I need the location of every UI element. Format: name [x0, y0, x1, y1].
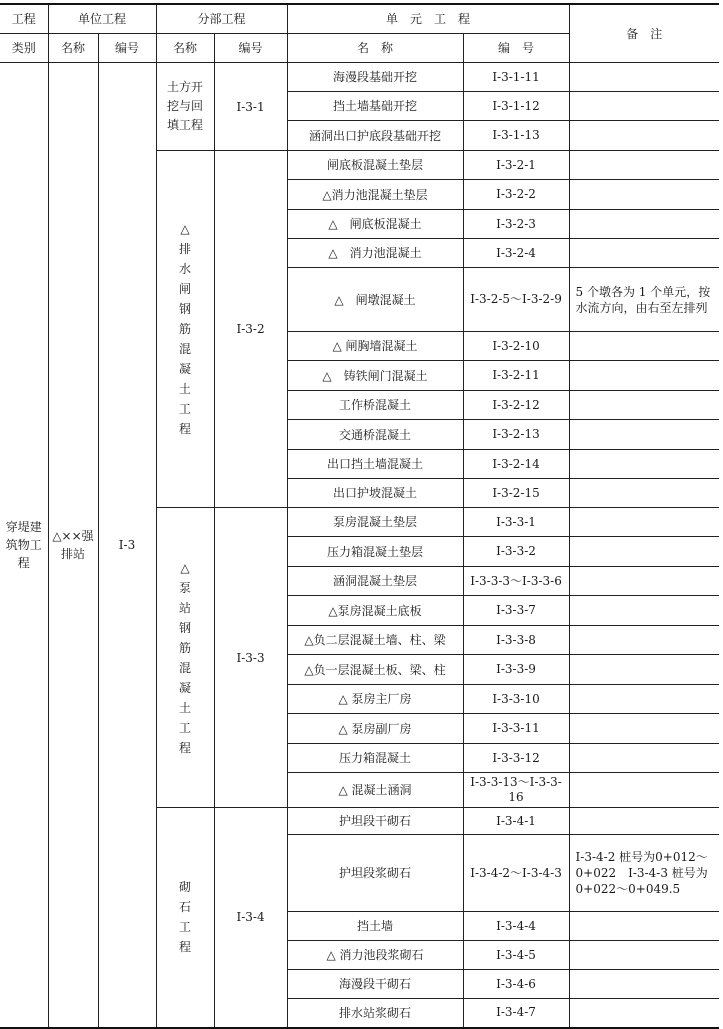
- element-remark: [569, 450, 719, 479]
- element-remark: [569, 121, 719, 151]
- element-name: 泵房混凝土垫层: [287, 508, 463, 537]
- element-remark: [569, 744, 719, 773]
- element-name: △ 泵房主厂房: [287, 685, 463, 714]
- element-name: △负一层混凝土板、梁、柱: [287, 655, 463, 685]
- element-code: I-3-3-1: [463, 508, 569, 537]
- element-remark: [569, 655, 719, 685]
- element-name: 挡土墙: [287, 912, 463, 941]
- element-name: 出口护坡混凝土: [287, 479, 463, 508]
- element-remark: [569, 210, 719, 239]
- element-name: 压力箱混凝土: [287, 744, 463, 773]
- element-code: I-3-3-11: [463, 714, 569, 744]
- header-unit-project: 单位工程: [48, 4, 156, 34]
- header-division-name: 名称: [156, 34, 214, 63]
- element-name: 海漫段基础开挖: [287, 63, 463, 92]
- division-code: I-3-3: [214, 508, 287, 808]
- element-name: △ 铸铁闸门混凝土: [287, 361, 463, 391]
- element-name: 海漫段干砌石: [287, 970, 463, 999]
- element-name: 压力箱混凝土垫层: [287, 537, 463, 567]
- project-division-table: [0, 3, 719, 1029]
- unit-project-code: Ⅰ-3: [98, 63, 156, 1028]
- element-code: I-3-3-10: [463, 685, 569, 714]
- element-code: I-3-4-5: [463, 941, 569, 970]
- element-remark: 5 个墩各为 1 个单元，按水流方向，由右至左排列: [569, 268, 719, 332]
- element-code: I-3-1-13: [463, 121, 569, 151]
- element-code: I-3-4-6: [463, 970, 569, 999]
- element-code: I-3-3-12: [463, 744, 569, 773]
- element-code: I-3-4-7: [463, 999, 569, 1028]
- element-remark: [569, 773, 719, 808]
- element-code: I-3-2-4: [463, 239, 569, 268]
- element-code: I-3-3-7: [463, 596, 569, 626]
- element-remark: [569, 685, 719, 714]
- element-name: 护坦段浆砌石: [287, 835, 463, 912]
- element-remark: [569, 151, 719, 180]
- element-remark: [569, 970, 719, 999]
- element-code: I-3-4-4: [463, 912, 569, 941]
- division-name: △排水闸钢筋混凝土工程: [156, 151, 214, 508]
- header-division-code: 编号: [214, 34, 287, 63]
- element-remark: [569, 941, 719, 970]
- element-remark: [569, 626, 719, 655]
- table-row: [0, 63, 719, 92]
- division-name: △泵站钢筋混凝土工程: [156, 508, 214, 808]
- header-element-code: 编 号: [463, 34, 569, 63]
- element-remark: [569, 596, 719, 626]
- element-code: I-3-1-12: [463, 92, 569, 121]
- element-code: I-3-2-10: [463, 332, 569, 361]
- header-category: 类别: [0, 34, 48, 63]
- header-unit-name: 名称: [48, 34, 98, 63]
- element-remark: [569, 361, 719, 391]
- header-project: 工程: [0, 4, 48, 34]
- element-name: 护坦段干砌石: [287, 808, 463, 835]
- element-remark: [569, 92, 719, 121]
- element-name: △ 闸胸墙混凝土: [287, 332, 463, 361]
- element-code: I-3-2-12: [463, 391, 569, 420]
- element-name: △泵房混凝土底板: [287, 596, 463, 626]
- element-code: I-3-2-15: [463, 479, 569, 508]
- element-name: △ 泵房副厂房: [287, 714, 463, 744]
- element-name: △消力池混凝土垫层: [287, 180, 463, 210]
- table-body: [0, 63, 719, 1028]
- header-division-project: 分部工程: [156, 4, 287, 34]
- element-code: I-3-1-11: [463, 63, 569, 92]
- element-code: I-3-3-8: [463, 626, 569, 655]
- element-name: 工作桥混凝土: [287, 391, 463, 420]
- element-remark: [569, 999, 719, 1028]
- element-remark: [569, 420, 719, 450]
- element-name: △负二层混凝土墙、柱、梁: [287, 626, 463, 655]
- element-remark: [569, 180, 719, 210]
- element-code: I-3-3-2: [463, 537, 569, 567]
- element-remark: [569, 508, 719, 537]
- header-remarks: 备 注: [569, 4, 719, 63]
- division-code: I-3-4: [214, 808, 287, 1028]
- element-name: △ 闸底板混凝土: [287, 210, 463, 239]
- division-code: I-3-2: [214, 151, 287, 508]
- element-remark: [569, 332, 719, 361]
- division-code: I-3-1: [214, 63, 287, 151]
- element-name: 排水站浆砌石: [287, 999, 463, 1028]
- element-remark: [569, 912, 719, 941]
- header-unit-code: 编号: [98, 34, 156, 63]
- element-remark: [569, 391, 719, 420]
- element-code: I-3-2-3: [463, 210, 569, 239]
- element-name: △ 闸墩混凝土: [287, 268, 463, 332]
- element-remark: [569, 567, 719, 596]
- element-name: 闸底板混凝土垫层: [287, 151, 463, 180]
- element-code: I-3-3-9: [463, 655, 569, 685]
- element-name: △ 消力池混凝土: [287, 239, 463, 268]
- element-code: I-3-4-1: [463, 808, 569, 835]
- element-name: 挡土墙基础开挖: [287, 92, 463, 121]
- element-remark: I-3-4-2 桩号为0+012～0+022 I-3-4-3 桩号为0+022～0+049.5: [569, 835, 719, 912]
- header-row-1: [0, 4, 719, 34]
- element-code: I-3-3-3～I-3-3-6: [463, 567, 569, 596]
- element-name: 涵洞出口护底段基础开挖: [287, 121, 463, 151]
- element-code: I-3-2-14: [463, 450, 569, 479]
- element-name: 出口挡土墙混凝土: [287, 450, 463, 479]
- division-name: 砌石工程: [156, 808, 214, 1028]
- element-code: I-3-2-1: [463, 151, 569, 180]
- element-code: I-3-2-2: [463, 180, 569, 210]
- element-code: I-3-2-11: [463, 361, 569, 391]
- element-code: I-3-4-2～I-3-4-3: [463, 835, 569, 912]
- element-name: 交通桥混凝土: [287, 420, 463, 450]
- unit-project-name: △××强排站: [48, 63, 98, 1028]
- element-remark: [569, 537, 719, 567]
- element-name: 涵洞混凝土垫层: [287, 567, 463, 596]
- element-remark: [569, 63, 719, 92]
- header-element-name: 名 称: [287, 34, 463, 63]
- header-element-project: 单 元 工 程: [287, 4, 569, 34]
- division-name: 土方开挖与回填工程: [156, 63, 214, 151]
- element-code: I-3-2-5～I-3-2-9: [463, 268, 569, 332]
- element-remark: [569, 714, 719, 744]
- element-name: △ 混凝土涵洞: [287, 773, 463, 808]
- element-code: I-3-3-13～I-3-3-16: [463, 773, 569, 808]
- element-code: I-3-2-13: [463, 420, 569, 450]
- element-remark: [569, 479, 719, 508]
- element-name: △ 消力池段浆砌石: [287, 941, 463, 970]
- element-remark: [569, 239, 719, 268]
- element-remark: [569, 808, 719, 835]
- project-category: 穿堤建筑物工程: [0, 63, 48, 1028]
